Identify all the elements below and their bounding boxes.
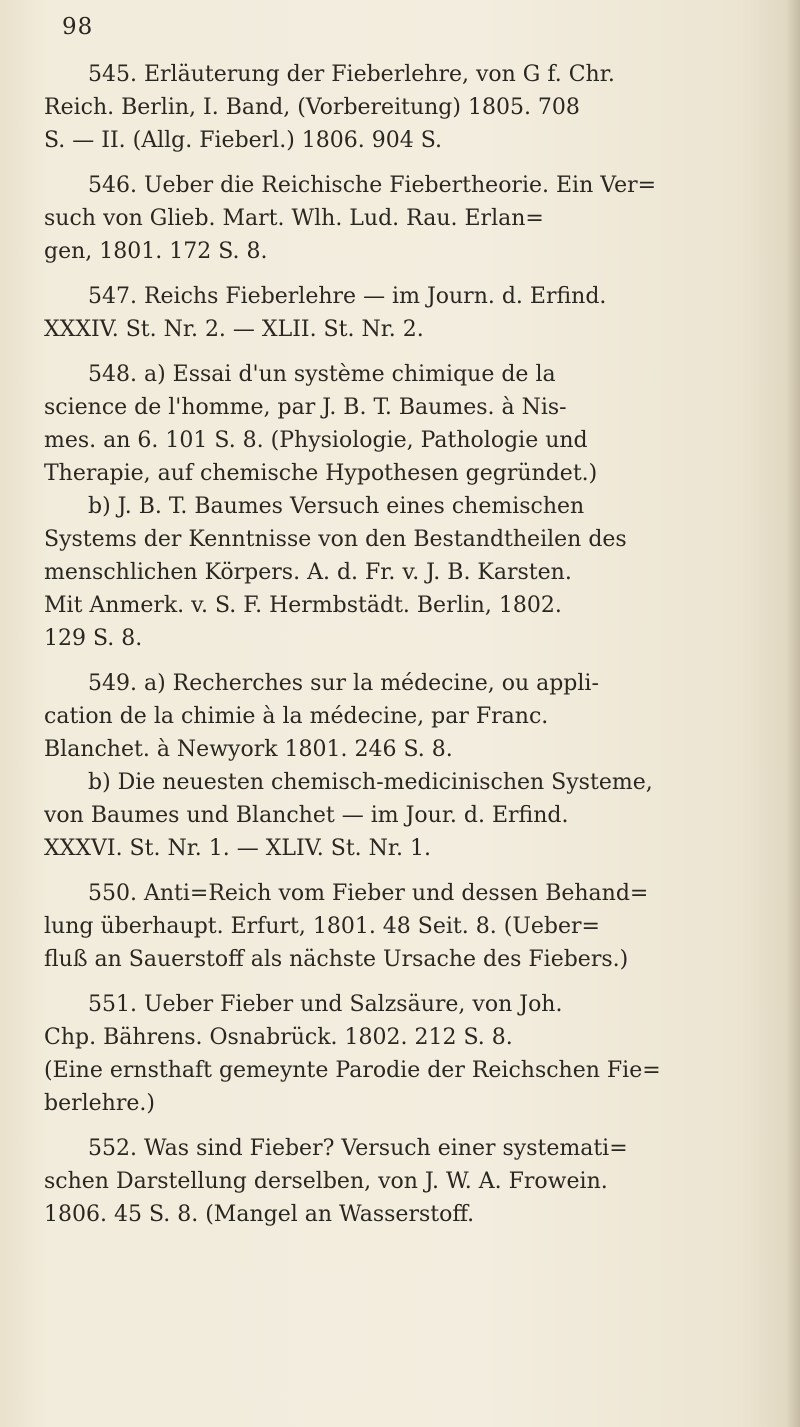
- entry-line: Reich. Berlin, I. Band, (Vorbereitung) 1805. 708: [44, 95, 580, 120]
- entry-548: [44, 358, 734, 655]
- entry-547: [44, 280, 734, 346]
- entry-subline: XXXVI. St. Nr. 1. — XLIV. St. Nr. 1.: [44, 836, 431, 861]
- entry-line: gen, 1801. 172 S. 8.: [44, 239, 268, 264]
- entry-line: such von Glieb. Mart. Wlh. Lud. Rau. Erlan=: [44, 206, 544, 231]
- entry-546: [44, 169, 734, 268]
- entry-551: [44, 988, 734, 1120]
- entry-subline: von Baumes und Blanchet — im Jour. d. Erfind.: [44, 803, 569, 828]
- entry-line: Therapie, auf chemische Hypothesen gegründet.): [44, 461, 598, 486]
- entry-line: schen Darstellung derselben, von J. W. A. Frowein.: [44, 1169, 608, 1194]
- entry-subline: Mit Anmerk. v. S. F. Hermbstädt. Berlin, 1802.: [44, 593, 562, 618]
- entry-line: 551. Ueber Fieber und Salzsäure, von Joh.: [88, 992, 563, 1017]
- entry-line: cation de la chimie à la médecine, par Franc.: [44, 704, 549, 729]
- entry-line: berlehre.): [44, 1091, 155, 1116]
- page-number: 98: [62, 14, 94, 40]
- entry-line: Chp. Bährens. Osnabrück. 1802. 212 S. 8.: [44, 1025, 513, 1050]
- bibliography-list: [44, 58, 734, 1243]
- entry-subline: b) J. B. T. Baumes Versuch eines chemischen: [88, 494, 585, 519]
- entry-line: 548. a) Essai d'un système chimique de la: [88, 362, 556, 387]
- entry-line: fluß an Sauerstoff als nächste Ursache des Fiebers.): [44, 947, 629, 972]
- entry-line: XXXIV. St. Nr. 2. — XLII. St. Nr. 2.: [44, 317, 424, 342]
- entry-549: [44, 667, 734, 865]
- entry-line: 550. Anti=Reich vom Fieber und dessen Behand=: [88, 881, 649, 906]
- entry-line: S. — II. (Allg. Fieberl.) 1806. 904 S.: [44, 128, 443, 153]
- entry-line: science de l'homme, par J. B. T. Baumes. à Nis-: [44, 395, 567, 420]
- entry-line: 545. Erläuterung der Fieberlehre, von G f. Chr.: [88, 62, 615, 87]
- entry-line: (Eine ernsthaft gemeynte Parodie der Reichschen Fie=: [44, 1058, 661, 1083]
- entry-line: lung überhaupt. Erfurt, 1801. 48 Seit. 8. (Ueber=: [44, 914, 600, 939]
- entry-subline: Systems der Kenntnisse von den Bestandtheilen des: [44, 527, 627, 552]
- entry-line: 546. Ueber die Reichische Fiebertheorie. Ein Ver=: [88, 173, 657, 198]
- entry-line: 547. Reichs Fieberlehre — im Journ. d. Erfind.: [88, 284, 607, 309]
- entry-550: [44, 877, 734, 976]
- entry-subline: 129 S. 8.: [44, 626, 143, 651]
- entry-subline: b) Die neuesten chemisch-medicinischen Systeme,: [88, 770, 653, 795]
- entry-line: 549. a) Recherches sur la médecine, ou appli-: [88, 671, 599, 696]
- entry-line: Blanchet. à Newyork 1801. 246 S. 8.: [44, 737, 453, 762]
- entry-545: [44, 58, 734, 157]
- entry-line: mes. an 6. 101 S. 8. (Physiologie, Pathologie und: [44, 428, 588, 453]
- page-edge-shadow: [786, 0, 800, 1427]
- entry-line: 1806. 45 S. 8. (Mangel an Wasserstoff.: [44, 1202, 475, 1227]
- entry-552: [44, 1132, 734, 1231]
- entry-subline: menschlichen Körpers. A. d. Fr. v. J. B. Karsten.: [44, 560, 572, 585]
- entry-line: 552. Was sind Fieber? Versuch einer systemati=: [88, 1136, 628, 1161]
